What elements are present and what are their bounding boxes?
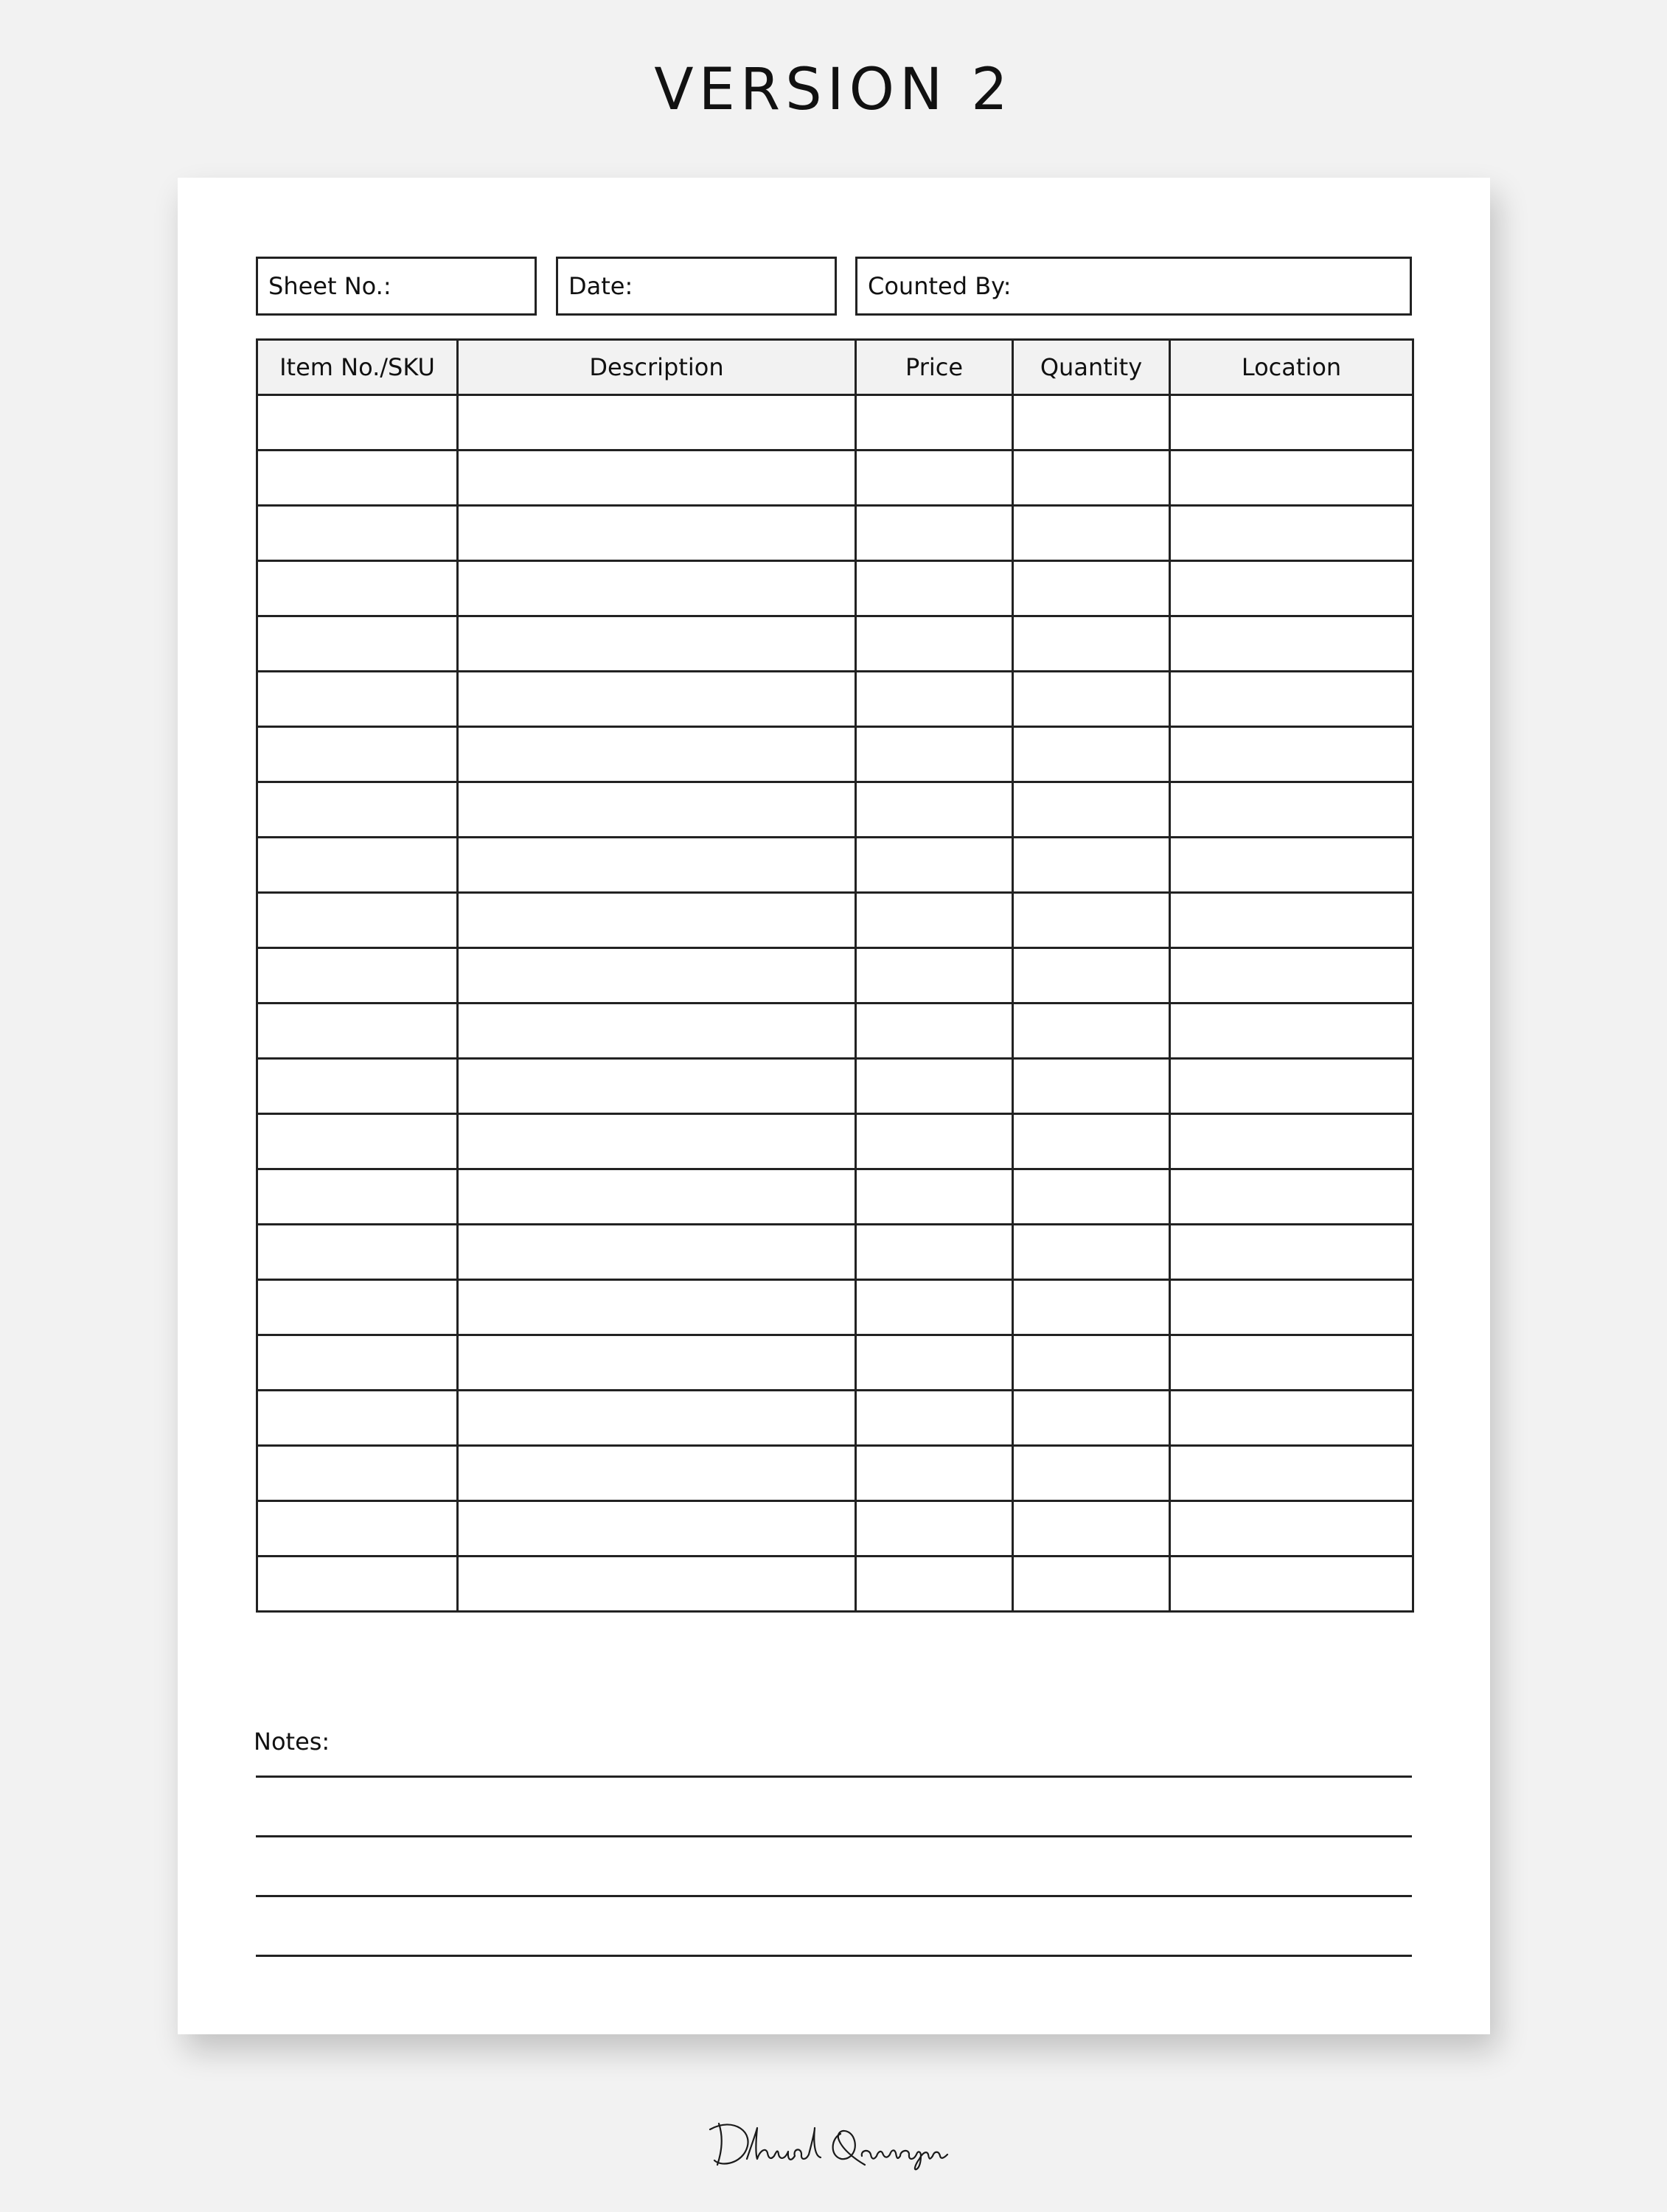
table-cell-description[interactable]	[458, 1169, 856, 1225]
sheet-no-label: Sheet No.:	[268, 272, 391, 300]
table-cell-price[interactable]	[856, 616, 1013, 672]
table-row	[257, 893, 1413, 948]
table-cell-description[interactable]	[458, 1114, 856, 1169]
table-cell-item-sku[interactable]	[257, 1280, 458, 1335]
table-cell-description[interactable]	[458, 1004, 856, 1059]
table-cell-quantity[interactable]	[1013, 1169, 1170, 1225]
table-cell-item-sku[interactable]	[257, 893, 458, 948]
table-cell-quantity[interactable]	[1013, 1391, 1170, 1446]
table-cell-location[interactable]	[1170, 1059, 1413, 1114]
table-cell-item-sku[interactable]	[257, 1004, 458, 1059]
table-row	[257, 1169, 1413, 1225]
table-cell-location[interactable]	[1170, 1169, 1413, 1225]
column-header-price: Price	[856, 340, 1013, 395]
table-cell-description[interactable]	[458, 506, 856, 561]
table-cell-location[interactable]	[1170, 1557, 1413, 1612]
table-cell-price[interactable]	[856, 838, 1013, 893]
inventory-table	[256, 338, 1414, 1613]
notes-line[interactable]	[256, 1955, 1412, 1957]
signature-logo	[704, 2113, 962, 2172]
notes-line[interactable]	[256, 1775, 1412, 1778]
table-cell-quantity[interactable]	[1013, 1280, 1170, 1335]
table-cell-location[interactable]	[1170, 1004, 1413, 1059]
table-cell-location[interactable]	[1170, 727, 1413, 782]
sheet-no-field[interactable]	[256, 257, 537, 316]
counted-by-label: Counted By:	[868, 272, 1012, 300]
table-row	[257, 1335, 1413, 1391]
table-cell-quantity[interactable]	[1013, 727, 1170, 782]
table-cell-quantity[interactable]	[1013, 1059, 1170, 1114]
table-cell-location[interactable]	[1170, 672, 1413, 727]
table-row	[257, 1004, 1413, 1059]
table-cell-quantity[interactable]	[1013, 672, 1170, 727]
table-cell-item-sku[interactable]	[257, 1557, 458, 1612]
table-cell-location[interactable]	[1170, 451, 1413, 506]
table-header-row	[257, 340, 1413, 395]
counted-by-field[interactable]	[855, 257, 1412, 316]
column-header-description: Description	[458, 340, 856, 395]
table-row	[257, 506, 1413, 561]
table-cell-location[interactable]	[1170, 1391, 1413, 1446]
table-row	[257, 1280, 1413, 1335]
table-cell-location[interactable]	[1170, 782, 1413, 838]
table-cell-location[interactable]	[1170, 1280, 1413, 1335]
table-cell-description[interactable]	[458, 1501, 856, 1557]
table-cell-price[interactable]	[856, 1391, 1013, 1446]
table-cell-price[interactable]	[856, 506, 1013, 561]
table-cell-description[interactable]	[458, 1446, 856, 1501]
page-heading: VERSION 2	[654, 57, 1013, 123]
table-cell-item-sku[interactable]	[257, 727, 458, 782]
table-cell-description[interactable]	[458, 1557, 856, 1612]
table-cell-price[interactable]	[856, 1280, 1013, 1335]
table-cell-quantity[interactable]	[1013, 893, 1170, 948]
table-cell-price[interactable]	[856, 1059, 1013, 1114]
date-label: Date:	[568, 272, 633, 300]
table-cell-price[interactable]	[856, 561, 1013, 616]
table-row	[257, 948, 1413, 1004]
table-cell-location[interactable]	[1170, 1225, 1413, 1280]
table-row	[257, 1501, 1413, 1557]
table-cell-quantity[interactable]	[1013, 451, 1170, 506]
table-cell-item-sku[interactable]	[257, 1225, 458, 1280]
table-row	[257, 1225, 1413, 1280]
table-cell-item-sku[interactable]	[257, 1446, 458, 1501]
date-field[interactable]	[556, 257, 837, 316]
table-cell-item-sku[interactable]	[257, 616, 458, 672]
table-cell-item-sku[interactable]	[257, 1169, 458, 1225]
table-cell-description[interactable]	[458, 948, 856, 1004]
table-cell-price[interactable]	[856, 948, 1013, 1004]
table-cell-price[interactable]	[856, 893, 1013, 948]
column-header-item-sku: Item No./SKU	[257, 340, 458, 395]
table-cell-item-sku[interactable]	[257, 451, 458, 506]
table-row	[257, 672, 1413, 727]
table-row	[257, 782, 1413, 838]
table-cell-location[interactable]	[1170, 616, 1413, 672]
table-cell-quantity[interactable]	[1013, 1335, 1170, 1391]
table-cell-quantity[interactable]	[1013, 948, 1170, 1004]
table-cell-description[interactable]	[458, 1280, 856, 1335]
table-cell-quantity[interactable]	[1013, 506, 1170, 561]
column-header-quantity: Quantity	[1013, 340, 1170, 395]
table-cell-quantity[interactable]	[1013, 616, 1170, 672]
table-cell-description[interactable]	[458, 838, 856, 893]
table-row	[257, 451, 1413, 506]
table-cell-location[interactable]	[1170, 838, 1413, 893]
table-cell-item-sku[interactable]	[257, 1501, 458, 1557]
table-cell-price[interactable]	[856, 1446, 1013, 1501]
table-cell-location[interactable]	[1170, 948, 1413, 1004]
table-cell-quantity[interactable]	[1013, 782, 1170, 838]
table-cell-quantity[interactable]	[1013, 1004, 1170, 1059]
table-cell-location[interactable]	[1170, 395, 1413, 451]
table-cell-quantity[interactable]	[1013, 1557, 1170, 1612]
table-cell-item-sku[interactable]	[257, 506, 458, 561]
table-cell-price[interactable]	[856, 451, 1013, 506]
table-body	[257, 395, 1413, 1612]
table-cell-item-sku[interactable]	[257, 395, 458, 451]
notes-line[interactable]	[256, 1895, 1412, 1897]
table-cell-item-sku[interactable]	[257, 561, 458, 616]
table-cell-location[interactable]	[1170, 1501, 1413, 1557]
table-cell-price[interactable]	[856, 1169, 1013, 1225]
table-cell-quantity[interactable]	[1013, 1225, 1170, 1280]
table-cell-item-sku[interactable]	[257, 782, 458, 838]
table-cell-description[interactable]	[458, 727, 856, 782]
table-cell-price[interactable]	[856, 1335, 1013, 1391]
table-cell-location[interactable]	[1170, 1114, 1413, 1169]
table-cell-price[interactable]	[856, 1225, 1013, 1280]
table-row	[257, 838, 1413, 893]
table-cell-price[interactable]	[856, 1114, 1013, 1169]
table-cell-quantity[interactable]	[1013, 838, 1170, 893]
table-cell-description[interactable]	[458, 782, 856, 838]
table-cell-price[interactable]	[856, 1557, 1013, 1612]
table-cell-location[interactable]	[1170, 893, 1413, 948]
table-cell-description[interactable]	[458, 1335, 856, 1391]
table-cell-quantity[interactable]	[1013, 395, 1170, 451]
table-row	[257, 1446, 1413, 1501]
table-cell-price[interactable]	[856, 1004, 1013, 1059]
table-cell-price[interactable]	[856, 1501, 1013, 1557]
inventory-sheet	[178, 178, 1490, 2034]
table-cell-quantity[interactable]	[1013, 1501, 1170, 1557]
table-cell-location[interactable]	[1170, 561, 1413, 616]
table-cell-description[interactable]	[458, 395, 856, 451]
table-cell-item-sku[interactable]	[257, 1335, 458, 1391]
table-cell-item-sku[interactable]	[257, 1391, 458, 1446]
table-row	[257, 395, 1413, 451]
table-cell-price[interactable]	[856, 782, 1013, 838]
table-row	[257, 1391, 1413, 1446]
column-header-location: Location	[1170, 340, 1413, 395]
table-cell-quantity[interactable]	[1013, 561, 1170, 616]
table-row	[257, 1059, 1413, 1114]
table-cell-item-sku[interactable]	[257, 838, 458, 893]
table-cell-description[interactable]	[458, 451, 856, 506]
table-cell-item-sku[interactable]	[257, 672, 458, 727]
table-cell-description[interactable]	[458, 616, 856, 672]
table-cell-description[interactable]	[458, 672, 856, 727]
notes-line[interactable]	[256, 1835, 1412, 1837]
table-cell-item-sku[interactable]	[257, 1059, 458, 1114]
table-cell-description[interactable]	[458, 1059, 856, 1114]
table-row	[257, 727, 1413, 782]
table-cell-item-sku[interactable]	[257, 1114, 458, 1169]
table-cell-description[interactable]	[458, 1391, 856, 1446]
table-cell-item-sku[interactable]	[257, 948, 458, 1004]
table-cell-location[interactable]	[1170, 506, 1413, 561]
table-cell-description[interactable]	[458, 893, 856, 948]
table-row	[257, 616, 1413, 672]
table-cell-location[interactable]	[1170, 1335, 1413, 1391]
table-cell-description[interactable]	[458, 561, 856, 616]
table-cell-location[interactable]	[1170, 1446, 1413, 1501]
table-cell-price[interactable]	[856, 395, 1013, 451]
table-row	[257, 561, 1413, 616]
table-cell-description[interactable]	[458, 1225, 856, 1280]
table-row	[257, 1557, 1413, 1612]
notes-label: Notes:	[254, 1728, 330, 1756]
table-cell-price[interactable]	[856, 727, 1013, 782]
table-cell-price[interactable]	[856, 672, 1013, 727]
table-row	[257, 1114, 1413, 1169]
table-cell-quantity[interactable]	[1013, 1446, 1170, 1501]
table-cell-quantity[interactable]	[1013, 1114, 1170, 1169]
